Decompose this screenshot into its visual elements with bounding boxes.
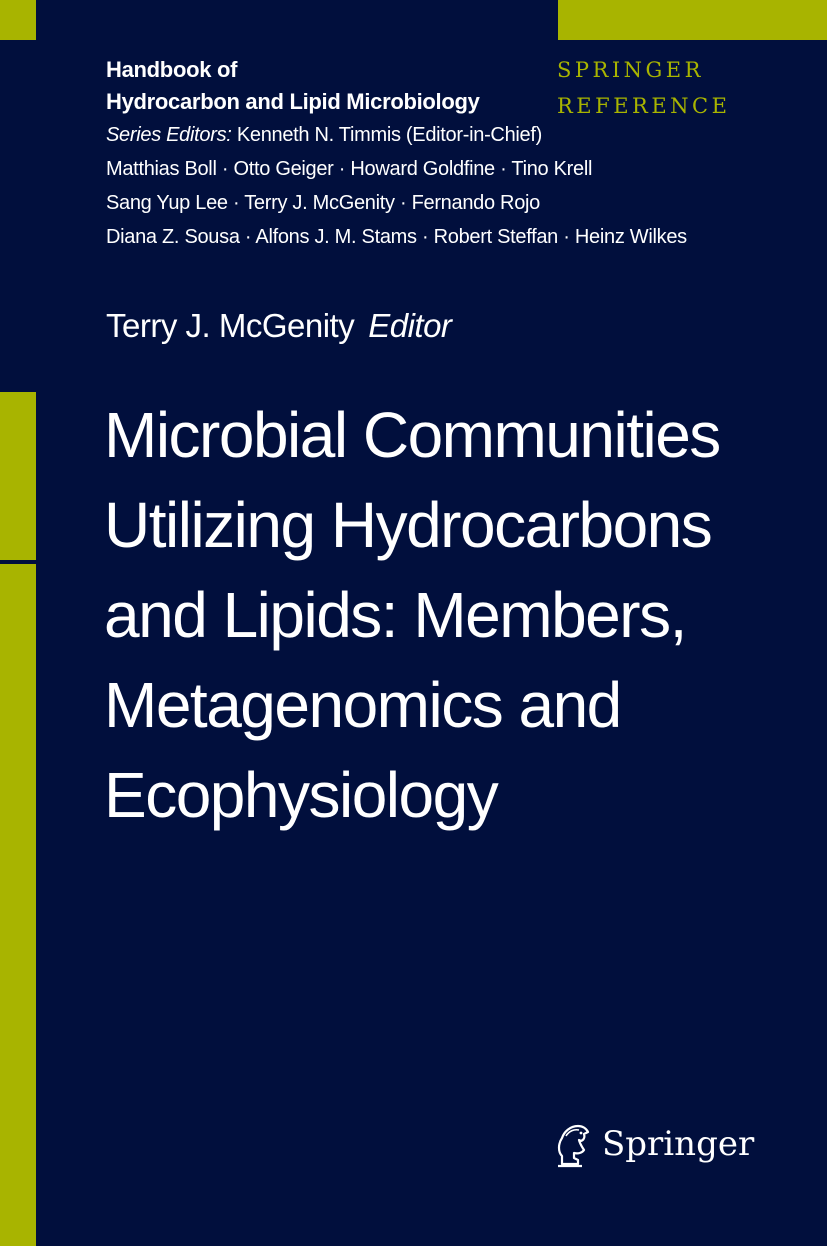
book-editor [106, 304, 451, 348]
editor-name: Terry J. McGenity [106, 307, 355, 344]
publisher-name: Springer [602, 1124, 755, 1164]
title-line: Utilizing Hydrocarbons [104, 489, 712, 561]
series-editors-label: Series Editors: [106, 124, 232, 146]
title-line: Metagenomics and [104, 669, 621, 741]
accent-strip-top [0, 0, 36, 40]
title-line: Microbial Communities [104, 399, 720, 471]
title-line: Ecophysiology [104, 759, 498, 831]
title-line: and Lipids: Members, [104, 579, 686, 651]
series-editors: Series Editors: Kenneth N. Timmis (Editor-in-Chief) Matthias Boll · Otto Geiger · Howard Goldfine · Tino Krell Sang Yup Lee · Terry J. McGenity · Fernando Rojo Diana Z. Sousa · Alfons J. M. Stams · Robert Steffan · Heinz Wilkes [106, 124, 687, 248]
accent-bar-top-right [558, 0, 827, 40]
accent-strip-bottom [0, 564, 36, 1246]
springer-horse-icon [552, 1118, 594, 1170]
accent-strip-middle [0, 392, 36, 560]
editor-role: Editor [368, 307, 452, 344]
book-title [104, 390, 814, 840]
series-title: Handbook of Hydrocarbon and Lipid Microbiology [106, 57, 480, 114]
publisher-logo [552, 1118, 754, 1170]
springer-reference-label: SPRINGER REFERENCE [557, 58, 731, 118]
